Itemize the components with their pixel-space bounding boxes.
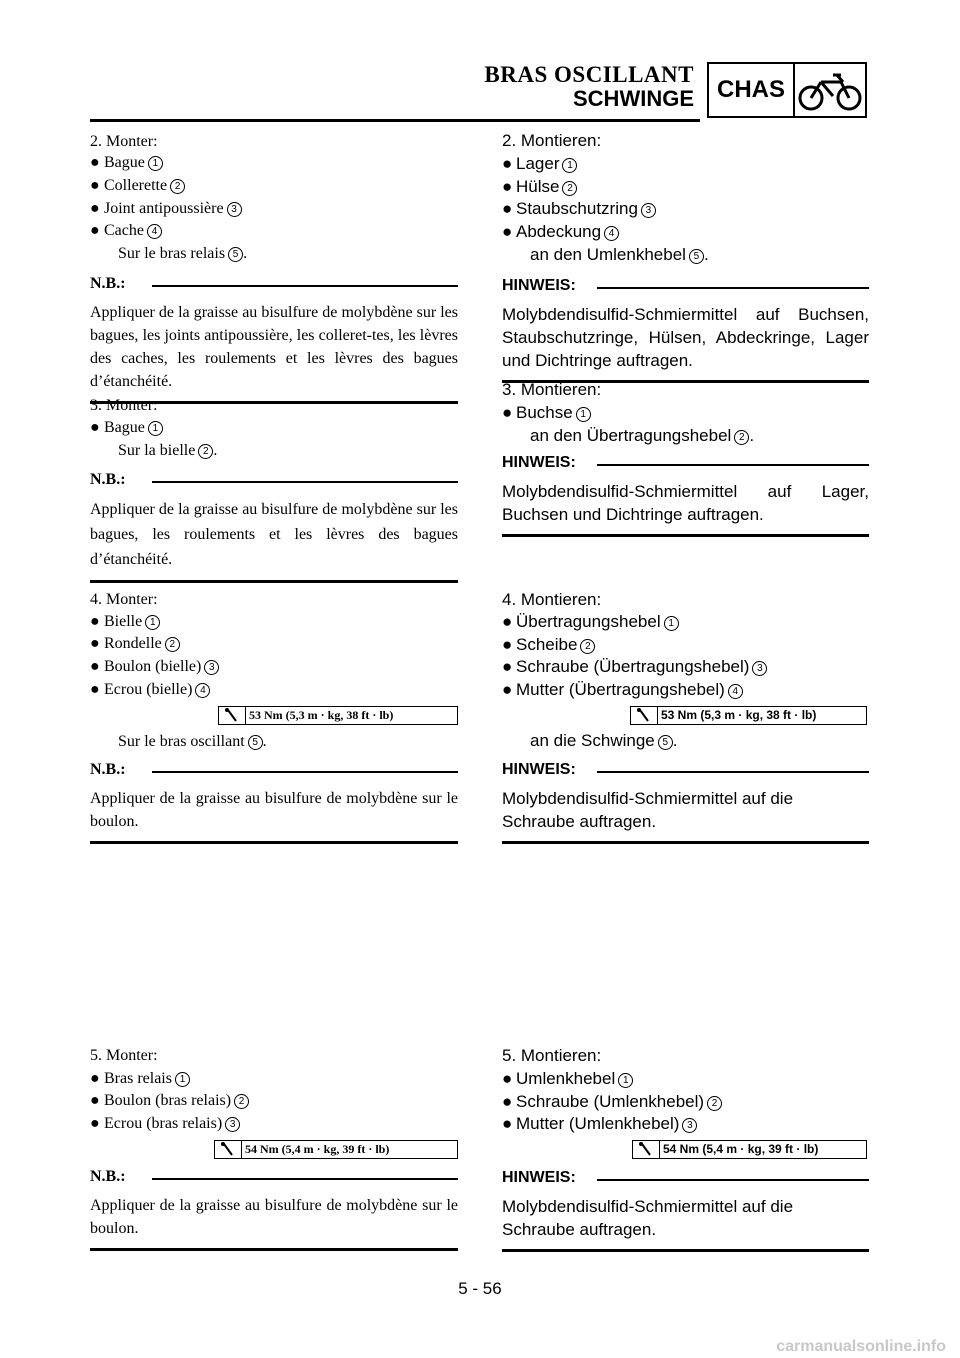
list-item: ● Boulon (bras relais) 2 [90,1092,249,1110]
note-text: Molybdendisulfid-Schmiermittel auf Buchsen, Staubschutzringe, Hülsen, Abdeckringe, Lager und Dichtringe auftragen. [502,305,869,370]
list-item: ● Joint antipoussière 3 [90,200,242,218]
list-item: ● Scheibe 2 [502,635,595,655]
list-item: ● Umlenkhebel 1 [502,1069,633,1089]
de-step-2-note [502,277,869,383]
list-item: ● Collerette 2 [90,177,185,195]
wrench-icon [633,1141,660,1158]
de-step-3-target: an den Übertragungshebel 2 . [530,426,755,445]
torque-spec: 53 Nm (5,3 m · kg, 38 ft · lb) [218,706,458,725]
de-step-4-note [502,761,869,844]
de-step-2-target: an den Umlenkhebel 5 . [530,245,709,264]
fr-step-4-note [90,761,458,844]
note-label: HINWEIS: [502,454,584,472]
note-text: Appliquer de la graisse au bisulfure de molybdène sur les bagues, les joints antipoussière, les colleret-tes, les lèvres des caches, les roulements et les lèvres des bagues d’étanchéité. [90,304,458,390]
torque-spec: 54 Nm (5,4 m · kg, 39 ft · lb) [214,1140,458,1159]
watermark: carmanualsonline.info [776,1338,946,1355]
de-step-4-target: an die Schwinge 5 . [530,731,678,750]
note-label: N.B.: [90,1168,134,1186]
list-item: ● Cache 4 [90,222,162,240]
note-label: HINWEIS: [502,277,584,295]
list-item: ● Staubschutzring 3 [502,199,656,219]
header-title-fr: BRAS OSCILLANT [484,62,694,87]
fr-step-5-note [90,1168,458,1251]
fr-step-4-target: Sur le bras oscillant 5 . [118,733,267,750]
note-text: Molybdendisulfid-Schmiermittel auf die Schraube auftragen. [502,1197,794,1239]
list-item: ● Buchse 1 [502,403,591,423]
fr-step-3-target: Sur la bielle 2 . [118,442,218,459]
note-label: N.B.: [90,471,134,489]
header-title-de: SCHWINGE [573,86,694,111]
list-item: ● Lager 1 [502,154,577,174]
list-item: ● Boulon (bielle) 3 [90,658,219,676]
de-step-2-title: 2. Montieren: [502,131,602,150]
list-item: ● Bague 1 [90,419,163,437]
list-item: ● Bras relais 1 [90,1070,190,1088]
list-item: ● Abdeckung 4 [502,222,619,242]
list-item: ● Hülse 2 [502,177,577,197]
torque-spec: 54 Nm (5,4 m · kg, 39 ft · lb) [632,1140,867,1159]
de-step-3-title: 3. Montieren: [502,380,602,399]
chapter-badge-label: CHAS [716,76,785,103]
header-rule [90,119,700,122]
torque-spec: 53 Nm (5,3 m · kg, 38 ft · lb) [630,706,867,725]
note-text: Appliquer de la graisse au bisulfure de molybdène sur les bagues, les roulements et les lèvres des bagues d’étanchéité. [90,501,458,568]
note-text: Molybdendisulfid-Schmiermittel auf Lager, Buchsen und Dichtringe auftragen. [502,482,869,524]
list-item: ● Mutter (Übertragungshebel) 4 [502,680,743,700]
fr-step-3-note [90,471,458,583]
list-item: ● Ecrou (bras relais) 3 [90,1115,240,1133]
motorcycle-icon [797,70,863,112]
fr-step-3-title: 3. Monter: [90,397,158,414]
chapter-badge-divider [793,64,795,116]
fr-step-2-target: Sur le bras relais 5 . [118,245,248,262]
de-step-5-title: 5. Montieren: [502,1046,602,1065]
fr-step-5-title: 5. Monter: [90,1047,158,1064]
wrench-icon [219,707,246,724]
list-item: ● Mutter (Umlenkhebel) 3 [502,1114,697,1134]
list-item: ● Bague 1 [90,154,163,172]
wrench-icon [631,707,658,724]
fr-step-2-note [90,275,458,404]
note-text: Molybdendisulfid-Schmiermittel auf die Schraube auftragen. [502,789,794,831]
list-item: ● Ecrou (bielle) 4 [90,681,210,699]
fr-step-2-title: 2. Monter: [90,133,158,150]
note-label: N.B.: [90,275,134,293]
fr-step-4-title: 4. Monter: [90,591,158,608]
list-item: ● Schraube (Umlenkhebel) 2 [502,1092,722,1112]
chapter-badge [707,62,867,118]
note-text: Appliquer de la graisse au bisulfure de molybdène sur le boulon. [90,1197,458,1237]
de-step-5-note [502,1169,869,1252]
note-label: HINWEIS: [502,761,584,779]
page-number: 5 - 56 [458,1279,502,1298]
list-item: ● Schraube (Übertragungshebel) 3 [502,657,767,677]
de-step-3-note [502,454,869,537]
note-label: N.B.: [90,761,134,779]
note-text: Appliquer de la graisse au bisulfure de molybdène sur le boulon. [90,790,458,830]
note-label: HINWEIS: [502,1169,584,1187]
list-item: ● Rondelle 2 [90,635,180,653]
de-step-4-title: 4. Montieren: [502,590,602,609]
wrench-icon [215,1141,242,1158]
list-item: ● Übertragungshebel 1 [502,612,679,632]
list-item: ● Bielle 1 [90,613,160,631]
